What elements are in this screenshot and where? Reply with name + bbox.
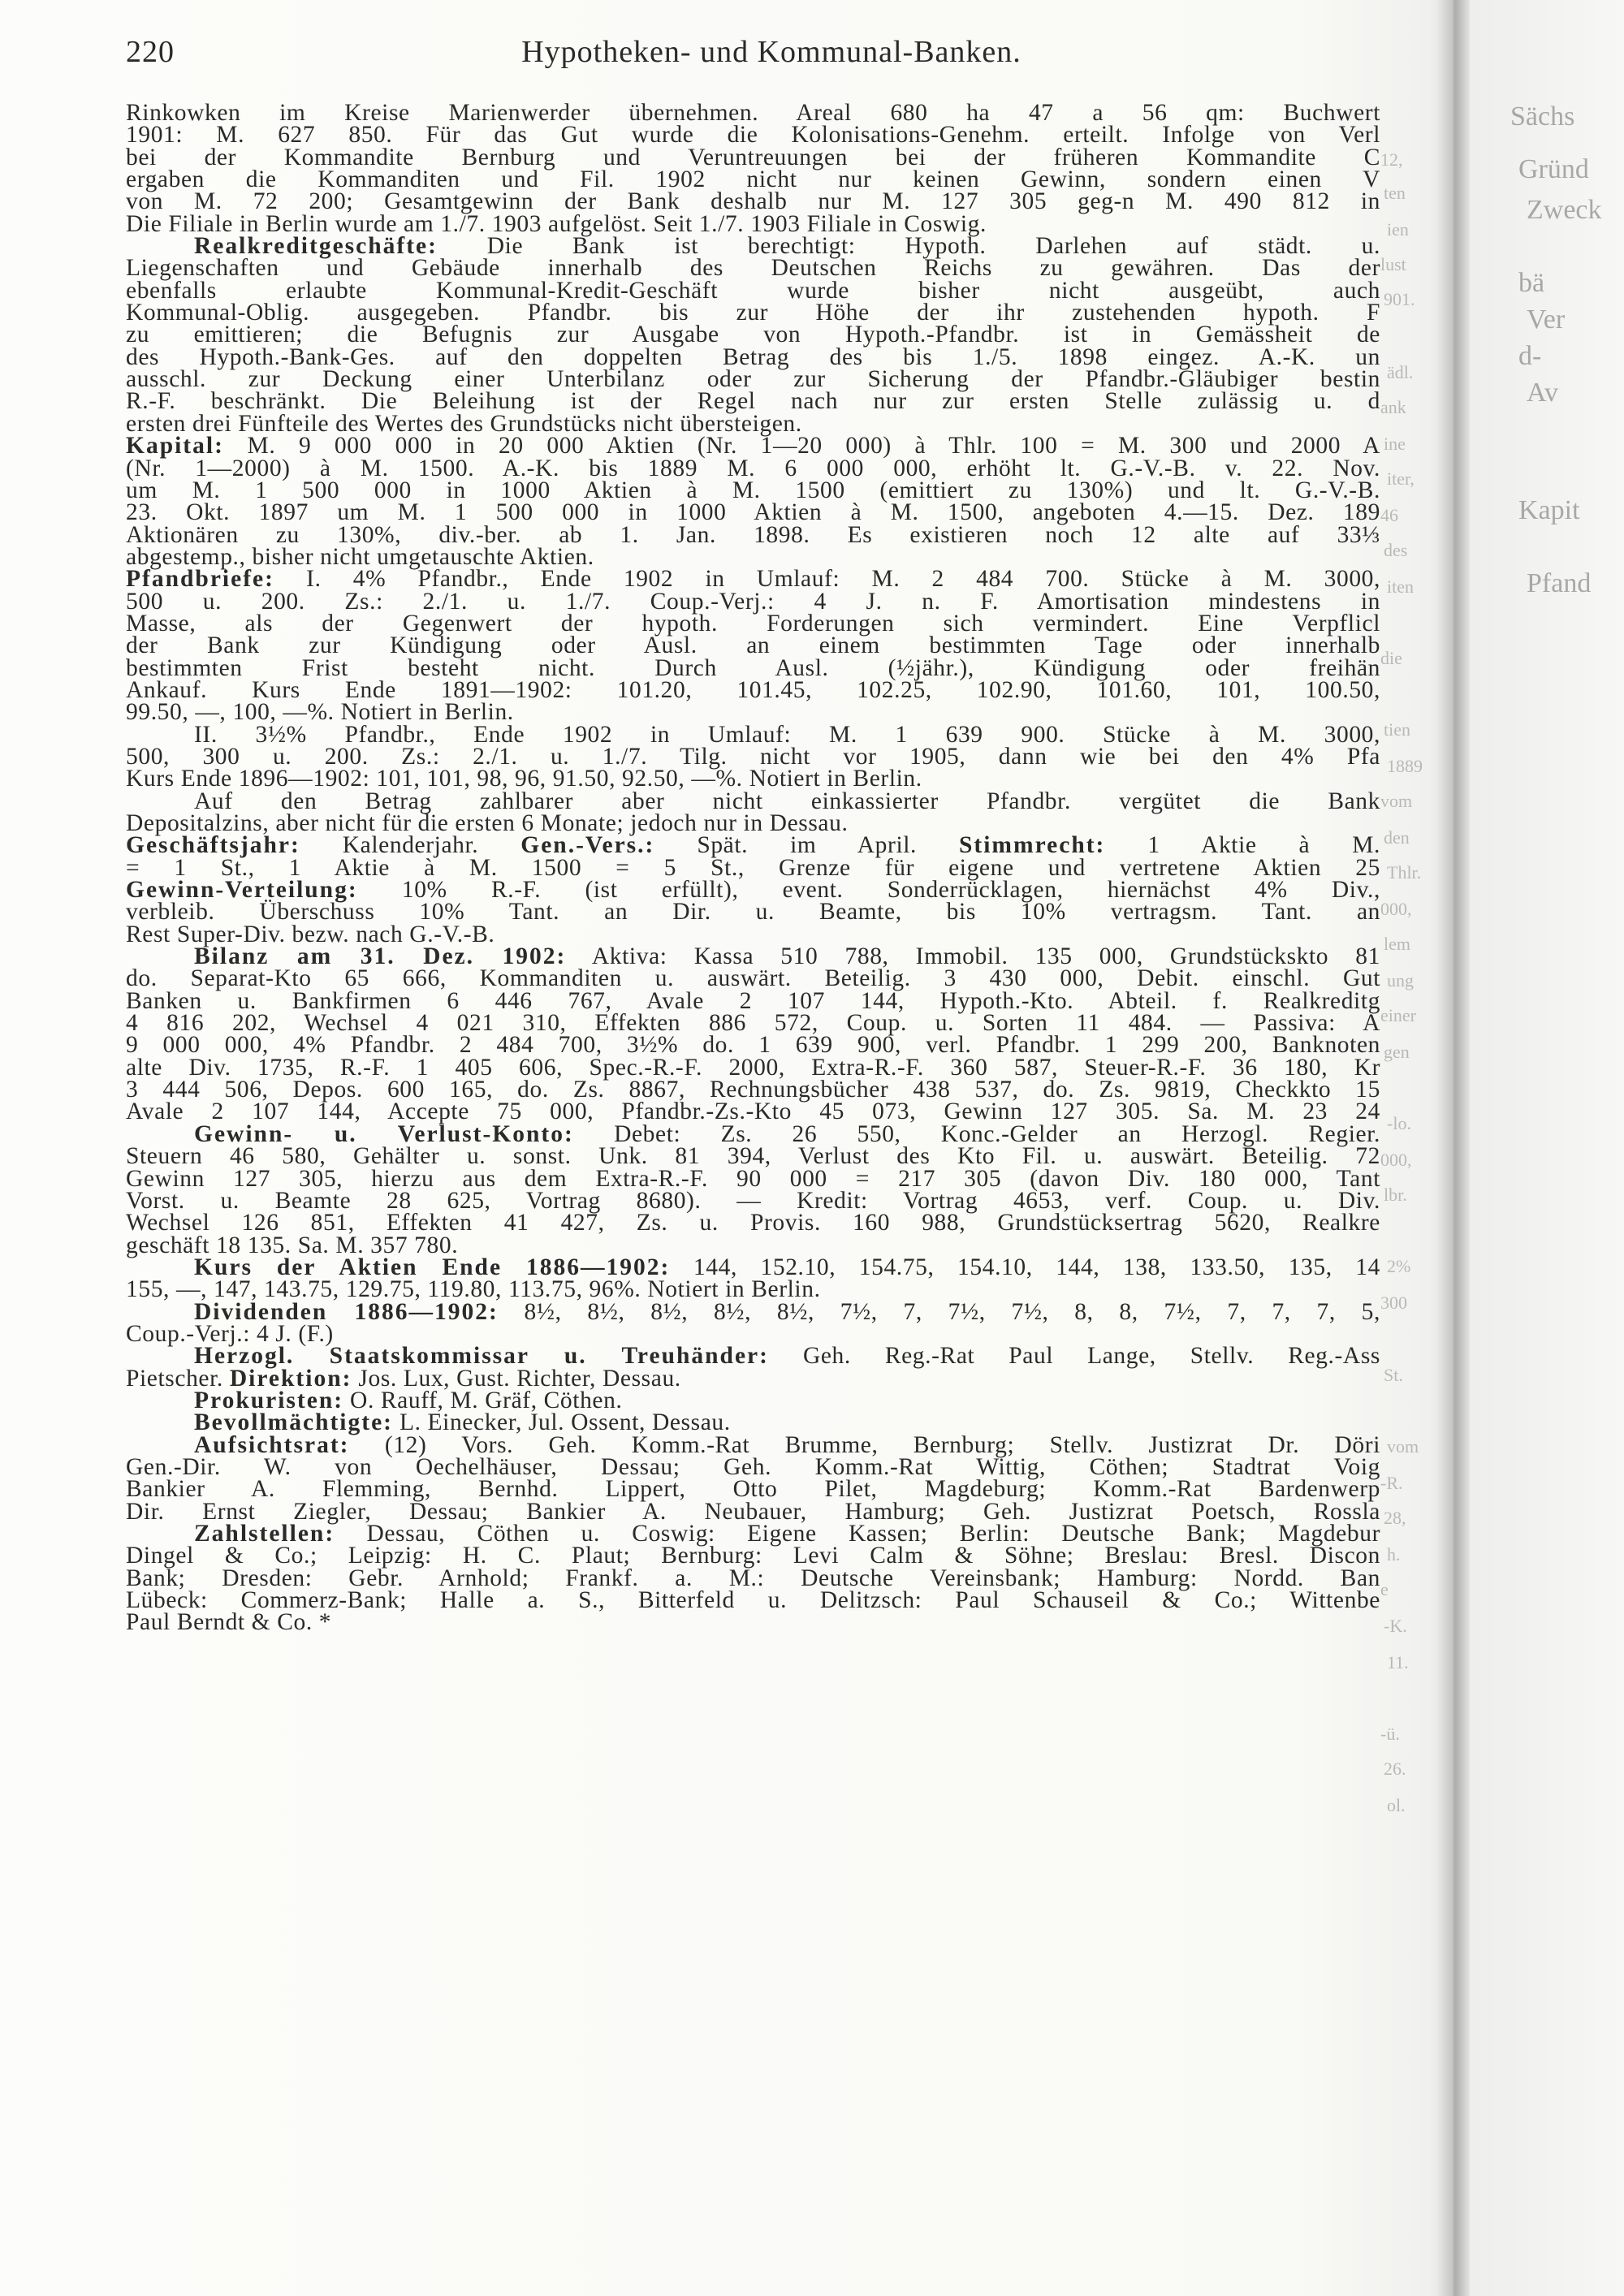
line-text: Bank; Dresden: Gebr. Arnhold; Frankf. a. M.: Deutsche Vereinsbank; Hamburg: Nordd. Ban [126,1564,1380,1591]
text-line [126,832,1380,859]
text-line [126,899,1380,926]
line-text: Steuern 46 580, Gehälter u. sonst. Unk. 81 394, Verlust des Kto Fil. u. auswärt. Beteilig. 72 [126,1143,1380,1170]
text-line [126,965,1380,992]
section-heading: Direktion: [229,1365,352,1392]
line-text: 4 816 202, Wechsel 4 021 310, Effekten 886 572, Coup. u. Sorten 11 484. — Passiva: A [126,1010,1380,1037]
line-text: R.-F. beschränkt. Die Beleihung ist der Regel nach nur zur ersten Stelle zulässig u. d [126,388,1380,415]
line-text: bestimmten Frist besteht nicht. Durch Ausl. (½jähr.), Kündigung oder freihän [126,654,1380,681]
line-text: 9 000 000, 4% Pfandbr. 2 484 700, 3½% do. 1 639 900, verl. Pfandbr. 1 299 200, Banknoten [126,1032,1380,1059]
line-text: Kurs Ende 1896—1902: 101, 101, 98, 96, 91.50, 92.50, —%. Notiert in Berlin. [126,766,922,792]
line-text: Debet: Zs. 26 550, Konc.-Gelder an Herzogl. Regier. [573,1120,1380,1147]
text-line [126,521,1380,548]
line-text: Gewinn 127 305, hierzu aus dem Extra-R.-F. 90 000 = 217 305 (davon Div. 180 000, Tant [126,1165,1380,1192]
bleed-fragment: Gründ [1518,154,1589,184]
running-title: Hypotheken- und Kommunal-Banken. [521,35,1021,69]
section-heading: Kapital: [126,433,224,460]
line-text: 23. Okt. 1897 um M. 1 500 000 in 1000 Aktien à M. 1500, angeboten 4.—15. Dez. 189 [126,499,1380,526]
text-line [126,1276,1380,1303]
margin-fragment: einer [1380,1005,1416,1025]
text-line [126,566,1380,593]
text-line [126,1476,1380,1503]
text-line [126,1320,1380,1347]
line-text: Dessau, Cöthen u. Coswig: Eigene Kassen; Berlin: Deutsche Bank; Magdebur [335,1521,1380,1547]
line-text: M. 9 000 000 in 20 000 Aktien (Nr. 1—20 000) à Thlr. 100 = M. 300 und 2000 A [223,433,1380,460]
line-text: ebenfalls erlaubte Kommunal-Kredit-Geschäft wurde bisher nicht ausgeübt, auch [126,277,1380,304]
margin-fragment: 000, [1380,898,1412,919]
line-text: Die Filiale in Berlin wurde am 1./7. 1903 aufgelöst. Seit 1./7. 1903 Filiale in Coswig. [126,210,987,237]
line-text: L. Einecker, Jul. Ossent, Dessau. [393,1409,731,1436]
text-line [126,699,1380,726]
margin-fragment: 2% [1387,1255,1411,1276]
margin-fragment: 901. [1384,289,1415,310]
page-number: 220 [126,35,175,69]
line-text: Bankier A. Flemming, Bernhd. Lippert, Otto Pilet, Magdeburg; Komm.-Rat Bardenwerp [126,1476,1380,1503]
text-line [126,1098,1380,1125]
line-text: 99.50, —, 100, —%. Notiert in Berlin. [126,699,514,726]
line-text: Spät. im April. [654,832,959,859]
text-line [126,654,1380,681]
line-text: Gen.-Dir. W. von Oechelhäuser, Dessau; Geh. Komm.-Rat Wittig, Cöthen; Stadtrat Voig [126,1453,1380,1480]
margin-fragment: 1889 [1387,755,1423,776]
text-line [126,233,1380,260]
text-line [126,1587,1380,1614]
text-line [126,210,1380,237]
text-line [126,721,1380,748]
line-text: (Nr. 1—2000) à M. 1500. A.-K. bis 1889 M. 6 000 000, erhöht lt. G.-V.-B. v. 22. Nov. [126,455,1380,481]
margin-fragment: ädl. [1387,362,1414,382]
text-line [126,1165,1380,1192]
text-line [126,543,1380,570]
margin-fragment: des [1384,540,1408,561]
text-line [126,1609,1380,1636]
margin-fragment: 26. [1384,1759,1406,1779]
line-text: Paul Berndt & Co. * [126,1609,332,1636]
line-text: Aktionären zu 130%, div.-ber. ab 1. Jan. 1898. Es existieren noch 12 alte auf 33⅓ [126,521,1380,548]
margin-fragment: gen [1384,1041,1410,1062]
margin-fragment: St. [1384,1365,1403,1386]
margin-fragment: 46 [1380,505,1398,525]
margin-fragment: 000, [1380,1149,1412,1170]
text-line [126,1143,1380,1170]
margin-fragment: tien [1384,719,1410,740]
line-text: Pietscher. [126,1365,230,1392]
book-gutter-shadow [1437,0,1470,2296]
section-heading: Geschäftsjahr: [126,832,300,859]
section-heading: Pfandbriefe: [126,566,274,593]
line-text: Auf den Betrag zahlbarer aber nicht einkassierter Pfandbr. vergütet die Bank [194,788,1380,814]
text-line [126,1120,1380,1147]
text-line [126,1032,1380,1059]
margin-fragment: 11. [1387,1651,1409,1672]
text-line [126,144,1380,170]
line-text: zu emittieren; die Befugnis zur Ausgabe von Hypoth.-Pfandbr. ist in Gemässheit de [126,322,1380,348]
text-line [126,277,1380,304]
line-text: 3 444 506, Depos. 600 165, do. Zs. 8867, Rechnungsbücher 438 537, do. Zs. 9819, Checkkto 15 [126,1077,1380,1103]
text-line [126,1409,1380,1436]
text-line [126,477,1380,503]
line-text: verbleib. Überschuss 10% Tant. an Dir. u. Beamte, bis 10% vertragsm. Tant. an [126,899,1380,926]
section-heading: Realkreditgeschäfte: [194,233,438,260]
line-text: = 1 St., 1 Aktie à M. 1500 = 5 St., Grenze für eigene und vertretene Aktien 25 [126,854,1380,881]
text-line [126,1212,1380,1234]
margin-fragment: 12, [1380,149,1403,170]
line-text: Rest Super-Div. bezw. nach G.-V.-B. [126,921,495,947]
margin-fragment: vom [1387,1436,1419,1457]
line-text: Aktiva: Kassa 510 788, Immobil. 135 000, Grundstückskto 81 [566,943,1380,970]
line-text: Vorst. u. Beamte 28 625, Vortrag 8680). — Kredit: Vortrag 4653, verf. Coup. u. Div. [126,1187,1380,1214]
line-text: Depositalzins, aber nicht für die ersten 6 Monate; jedoch nur in Dessau. [126,810,849,836]
line-text: geschäft 18 135. Sa. M. 357 780. [126,1232,459,1258]
text-line [126,987,1380,1014]
text-line [126,499,1380,526]
text-line [126,1545,1380,1567]
text-line [126,1254,1380,1280]
text-line [126,1431,1380,1458]
line-text: Dingel & Co.; Leipzig: H. C. Plaut; Bernburg: Levi Calm & Söhne; Breslau: Bresl. Discon [126,1543,1380,1569]
text-line [126,366,1380,393]
text-line [126,743,1380,770]
margin-fragment: den [1384,826,1410,848]
margin-fragment: 28, [1384,1508,1406,1529]
margin-fragment: e [1380,1579,1389,1600]
text-line [126,1010,1380,1037]
margin-fragment: iter, [1387,468,1415,490]
document-body [126,102,1380,2246]
section-heading: Gewinn-Verteilung: [126,877,358,904]
line-text: do. Separat-Kto 65 666, Kommanditen u. auswärt. Beteilig. 3 430 000, Debit. einschl. Gut [126,965,1380,992]
line-text: Masse, als der Gegenwert der hypoth. Forderungen sich vermindert. Eine Verpflicl [126,610,1380,637]
text-line [126,1453,1380,1480]
line-text: 144, 152.10, 154.75, 154.10, 144, 138, 133.50, 135, 14 [670,1254,1380,1280]
text-line [126,324,1380,346]
text-line [126,1365,1380,1392]
text-line [126,921,1380,947]
bleed-fragment: Ver [1527,304,1566,334]
text-line [126,102,1380,124]
line-text: Dir. Ernst Ziegler, Dessau; Bankier A. Neubauer, Hamburg; Geh. Justizrat Poetsch, Rossla [126,1498,1380,1525]
line-text: der Bank zur Kündigung oder Ausl. an einem bestimmten Tage oder innerhalb [126,632,1380,659]
section-heading: Gewinn- u. Verlust-Konto: [194,1120,574,1147]
bleed-fragment: Pfand [1527,568,1592,598]
text-line [126,943,1380,970]
margin-fragment: -lo. [1387,1112,1411,1133]
margin-fragment: -R. [1380,1473,1403,1493]
text-line [126,676,1380,703]
margin-fragment: vom [1380,791,1413,811]
section-heading: Gen.-Vers.: [520,832,655,859]
section-heading: Prokuristen: [194,1387,344,1413]
text-line [126,1054,1380,1081]
bleed-fragment: Sächs [1510,101,1575,132]
margin-fragment: lust [1380,254,1406,275]
line-text: II. 3½% Pfandbr., Ende 1902 in Umlauf: M. 1 639 900. Stücke à M. 3000, [194,721,1380,748]
margin-fragment: ten [1384,183,1406,204]
margin-fragment: 300 [1380,1292,1407,1313]
bleed-fragment: Kapit [1518,495,1580,525]
line-text: 500, 300 u. 200. Zs.: 2./1. u. 1./7. Tilg. nicht vor 1905, dann wie bei den 4% Pfa [126,743,1380,770]
section-heading: Kurs der Aktien Ende 1886—1902: [194,1254,671,1280]
running-header [126,34,1417,75]
line-text: (12) Vors. Geh. Komm.-Rat Brumme, Bernburg; Stellv. Justizrat Dr. Döri [349,1431,1380,1458]
text-line [126,1523,1380,1545]
text-line [126,1387,1380,1413]
line-text: ersten drei Fünfteile des Wertes des Grundstücks nicht übersteigen. [126,410,802,437]
text-line [126,433,1380,460]
line-text: O. Rauff, M. Gräf, Cöthen. [343,1387,623,1413]
text-line [126,768,1380,790]
text-line [126,1498,1380,1525]
section-heading: Dividenden 1886—1902: [194,1298,499,1325]
line-text: Geh. Reg.-Rat Paul Lange, Stellv. Reg.-Ass [768,1343,1380,1370]
section-heading: Bilanz am 31. Dez. 1902: [194,943,567,970]
margin-fragment: ank [1380,397,1406,418]
section-heading: Herzogl. Staatskommissar u. Treuhänder: [194,1343,769,1370]
text-line [126,1564,1380,1591]
text-line [126,1343,1380,1370]
line-text: alte Div. 1735, R.-F. 1 405 606, Spec.-R.-F. 2000, Extra-R.-F. 360 587, Steuer-R.-F. 36 180, Kr [126,1054,1380,1081]
text-line [126,632,1380,659]
text-line [126,188,1380,215]
margin-fragment: die [1380,648,1402,668]
margin-fragment: iten [1387,576,1414,597]
line-text: Lübeck: Commerz-Bank; Halle a. S., Bitterfeld u. Delitzsch: Paul Schauseil & Co.; Wittenbe [126,1587,1380,1614]
bleed-fragment: d- [1518,341,1542,371]
bleed-fragment: bä [1518,268,1545,298]
margin-fragment: ol. [1387,1794,1406,1815]
text-line [126,410,1380,437]
text-line [126,588,1380,615]
line-text: bei der Kommandite Bernburg und Veruntreuungen bei der früheren Kommandite C [126,144,1380,170]
text-line [126,122,1380,149]
section-heading: Aufsichtsrat: [194,1431,350,1458]
line-text: ausschl. zur Deckung einer Unterbilanz oder zur Sicherung der Pfandbr.-Gläubiger bestin [126,366,1380,393]
line-text: Liegenschaften und Gebäude innerhalb des Deutschen Reichs zu gewähren. Das der [126,255,1380,282]
text-line [126,788,1380,814]
text-line [126,1298,1380,1325]
margin-fragment: ine [1384,434,1406,454]
bleed-fragment: Av [1527,378,1559,408]
line-text: Kalenderjahr. [300,832,521,859]
line-text: 1 Aktie à M. [1105,832,1380,859]
text-line [126,343,1380,370]
text-line [126,166,1380,193]
text-line [126,1232,1380,1258]
margin-fragment: ung [1387,969,1414,990]
line-text: des Hypoth.-Bank-Ges. auf den doppelten Betrag des bis 1./5. 1898 eingez. A.-K. un [126,343,1380,370]
margin-fragment: lbr. [1384,1184,1407,1205]
text-line [126,854,1380,881]
line-text: von M. 72 200; Gesamtgewinn der Bank deshalb nur M. 127 305 geg-n M. 490 812 in [126,188,1380,215]
line-text: Rinkowken im Kreise Marienwerder übernehmen. Areal 680 ha 47 a 56 qm: Buchwert [126,102,1380,126]
margin-fragment: Thlr. [1387,862,1422,883]
line-text: Coup.-Verj.: 4 J. (F.) [126,1320,334,1347]
line-text: abgestemp., bisher nicht umgetauschte Aktien. [126,543,594,570]
margin-fragment: -K. [1384,1616,1407,1636]
text-line [126,877,1380,904]
bleed-fragment: Zweck [1527,195,1602,225]
section-heading: Bevollmächtigte: [194,1409,393,1436]
text-line [126,610,1380,637]
line-text: Avale 2 107 144, Accepte 75 000, Pfandbr.-Zs.-Kto 45 073, Gewinn 127 305. Sa. M. 23 24 [126,1098,1380,1125]
text-line [126,1187,1380,1214]
line-text: 155, —, 147, 143.75, 129.75, 119.80, 113.75, 96%. Notiert in Berlin. [126,1276,821,1303]
text-line [126,1079,1380,1101]
margin-fragment: ien [1387,219,1409,240]
line-text: 1901: M. 627 850. Für das Gut wurde die Kolonisations-Genehm. erteilt. Infolge von Verl [126,122,1380,149]
line-text: Jos. Lux, Gust. Richter, Dessau. [352,1365,681,1392]
line-text: Kommunal-Oblig. ausgegeben. Pfandbr. bis zur Höhe der ihr zustehenden hypoth. F [126,300,1380,326]
margin-fragment: h. [1387,1544,1401,1564]
line-text: Ankauf. Kurs Ende 1891—1902: 101.20, 101.45, 102.25, 102.90, 101.60, 101, 100.50, [126,676,1380,703]
text-line [126,455,1380,481]
line-text: I. 4% Pfandbr., Ende 1902 in Umlauf: M. 2 484 700. Stücke à M. 3000, [274,566,1380,593]
margin-fragment: lem [1384,934,1410,954]
line-text: Die Bank ist berechtigt: Hypoth. Darlehen auf städt. u. [437,233,1380,260]
section-heading: Stimmrecht: [959,832,1106,859]
line-text: 500 u. 200. Zs.: 2./1. u. 1./7. Coup.-Verj.: 4 J. n. F. Amortisation mindestens in [126,588,1380,615]
section-heading: Zahlstellen: [194,1521,335,1547]
line-text: 8½, 8½, 8½, 8½, 8½, 7½, 7, 7½, 7½, 8, 8, 7½, 7, 7, 7, 5, [498,1298,1380,1325]
text-line [126,388,1380,415]
line-text: Wechsel 126 851, Effekten 41 427, Zs. u. Provis. 160 988, Grundstücksertrag 5620, Realkre [126,1210,1380,1236]
text-line [126,302,1380,324]
text-line [126,255,1380,282]
line-text: 10% R.-F. (ist erfüllt), event. Sonderrücklagen, hiernächst 4% Div., [357,877,1380,904]
line-text: ergaben die Kommanditen und Fil. 1902 nicht nur keinen Gewinn, sondern einen V [126,166,1380,193]
line-text: um M. 1 500 000 in 1000 Aktien à M. 1500 (emittiert zu 130%) und lt. G.-V.-B. [126,477,1380,503]
text-line [126,810,1380,836]
line-text: Banken u. Bankfirmen 6 446 767, Avale 2 107 144, Hypoth.-Kto. Abteil. f. Realkreditg [126,987,1380,1014]
margin-fragment: -ü. [1380,1723,1400,1744]
